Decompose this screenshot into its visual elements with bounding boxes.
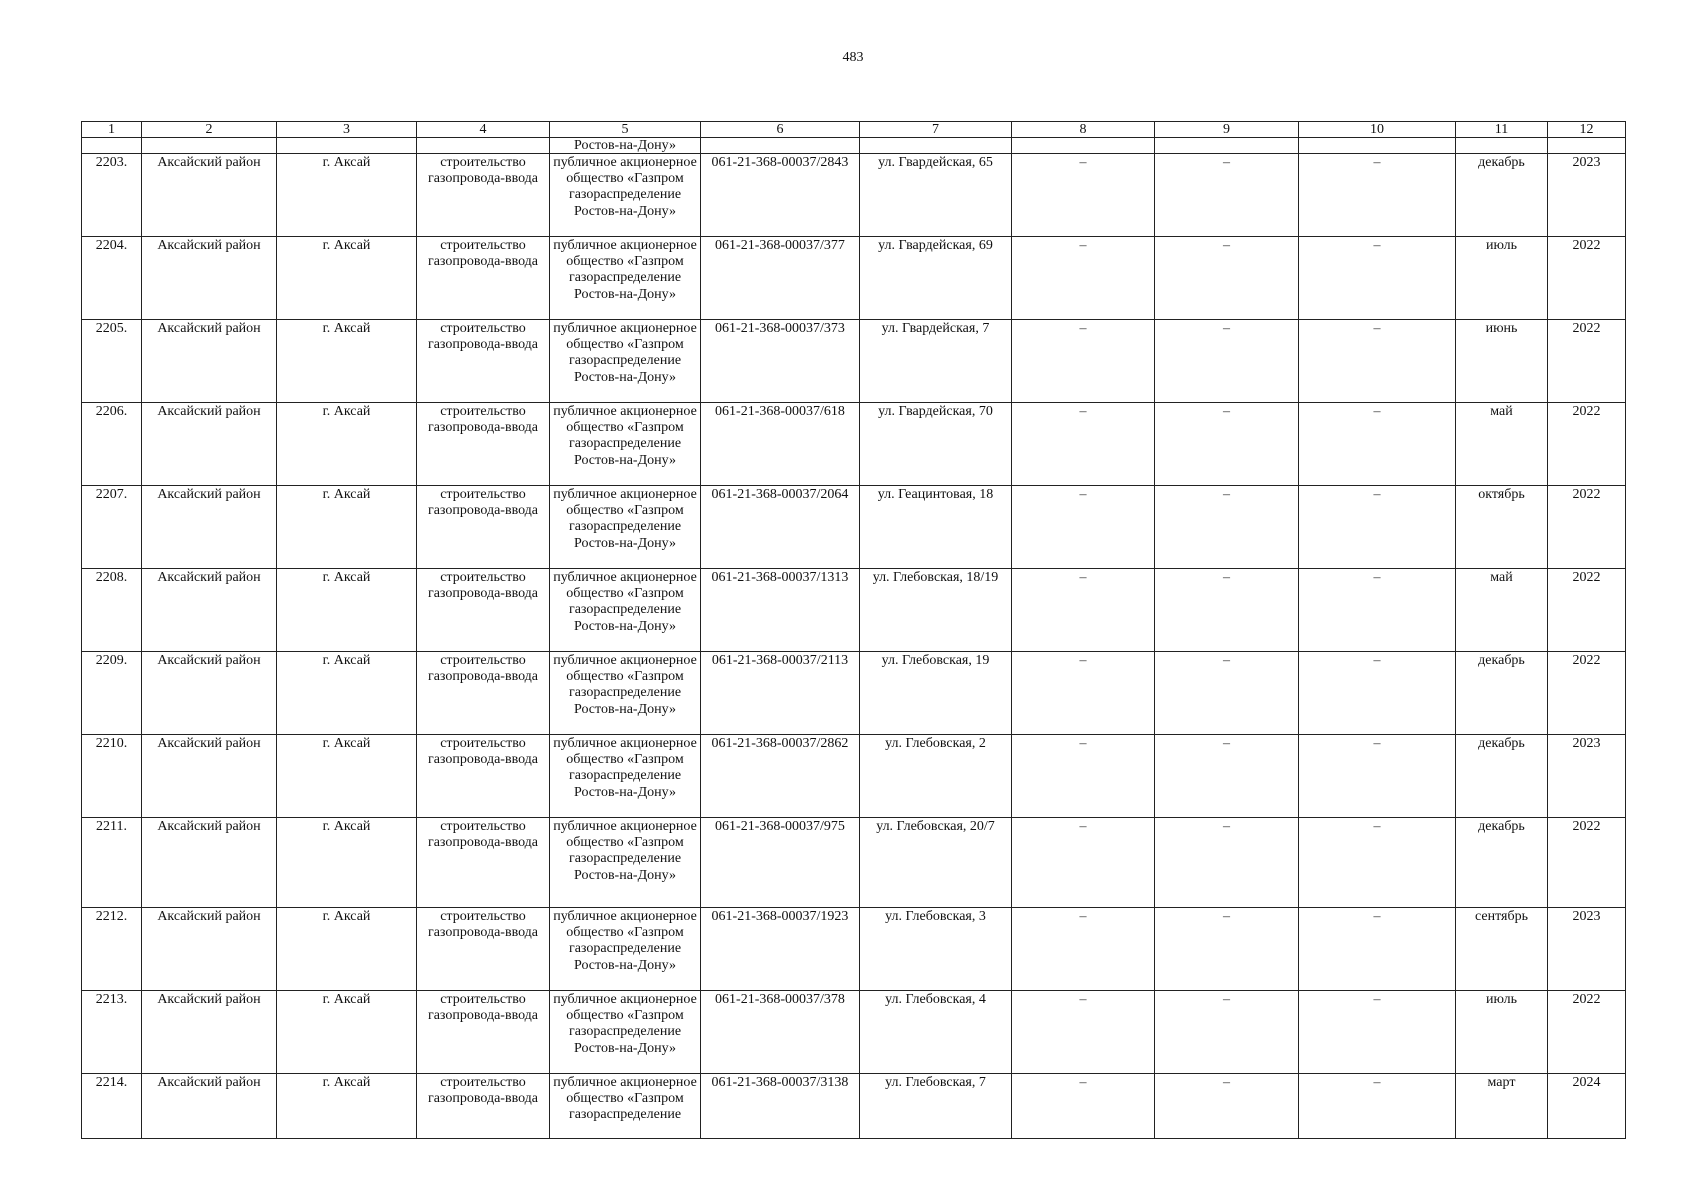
row-number: 2212.: [82, 908, 142, 991]
organization-cell: публичное акционерное общество «Газпром газораспределение Ростов-на-Дону»: [550, 237, 701, 320]
year-cell: 2022: [1548, 569, 1626, 652]
column-8-cell: –: [1012, 320, 1155, 403]
empty-cell: [417, 138, 550, 154]
address-cell: ул. Глебовская, 2: [860, 735, 1012, 818]
city-cell: г. Аксай: [277, 154, 417, 237]
column-8-cell: –: [1012, 486, 1155, 569]
year-cell: 2022: [1548, 320, 1626, 403]
work-type-cell: строительство газопровода-ввода: [417, 154, 550, 237]
registry-code-cell: 061-21-368-00037/975: [701, 818, 860, 908]
month-cell: декабрь: [1456, 154, 1548, 237]
organization-cell: публичное акционерное общество «Газпром газораспределение Ростов-на-Дону»: [550, 403, 701, 486]
column-8-cell: –: [1012, 154, 1155, 237]
empty-cell: [1456, 138, 1548, 154]
month-cell: июль: [1456, 991, 1548, 1074]
column-header: 11: [1456, 122, 1548, 138]
organization-cell: публичное акционерное общество «Газпром газораспределение Ростов-на-Дону»: [550, 652, 701, 735]
column-8-cell: –: [1012, 237, 1155, 320]
district-cell: Аксайский район: [142, 908, 277, 991]
registry-code-cell: 061-21-368-00037/3138: [701, 1074, 860, 1139]
city-cell: г. Аксай: [277, 1074, 417, 1139]
month-cell: декабрь: [1456, 652, 1548, 735]
empty-cell: [860, 138, 1012, 154]
table-row: [82, 154, 1626, 237]
organization-cell: публичное акционерное общество «Газпром газораспределение Ростов-на-Дону»: [550, 154, 701, 237]
empty-cell: [82, 138, 142, 154]
address-cell: ул. Гвардейская, 65: [860, 154, 1012, 237]
column-header: 10: [1299, 122, 1456, 138]
row-number: 2206.: [82, 403, 142, 486]
column-10-cell: –: [1299, 237, 1456, 320]
empty-cell: [1155, 138, 1299, 154]
table-row: [82, 818, 1626, 908]
district-cell: Аксайский район: [142, 652, 277, 735]
organization-cell: публичное акционерное общество «Газпром газораспределение Ростов-на-Дону»: [550, 735, 701, 818]
row-number: 2209.: [82, 652, 142, 735]
month-cell: октябрь: [1456, 486, 1548, 569]
year-cell: 2022: [1548, 237, 1626, 320]
address-cell: ул. Глебовская, 7: [860, 1074, 1012, 1139]
district-cell: Аксайский район: [142, 991, 277, 1074]
table-row: [82, 486, 1626, 569]
table-row: [82, 237, 1626, 320]
work-type-cell: строительство газопровода-ввода: [417, 652, 550, 735]
work-type-cell: строительство газопровода-ввода: [417, 486, 550, 569]
column-10-cell: –: [1299, 991, 1456, 1074]
address-cell: ул. Глебовская, 18/19: [860, 569, 1012, 652]
registry-code-cell: 061-21-368-00037/2843: [701, 154, 860, 237]
column-9-cell: –: [1155, 237, 1299, 320]
column-8-cell: –: [1012, 991, 1155, 1074]
column-10-cell: –: [1299, 320, 1456, 403]
city-cell: г. Аксай: [277, 237, 417, 320]
table-row: [82, 569, 1626, 652]
work-type-cell: строительство газопровода-ввода: [417, 735, 550, 818]
row-number: 2211.: [82, 818, 142, 908]
organization-cell: публичное акционерное общество «Газпром газораспределение: [550, 1074, 701, 1139]
table-row: [82, 652, 1626, 735]
table-row: [82, 1074, 1626, 1139]
district-cell: Аксайский район: [142, 403, 277, 486]
column-8-cell: –: [1012, 818, 1155, 908]
column-header: 2: [142, 122, 277, 138]
month-cell: март: [1456, 1074, 1548, 1139]
address-cell: ул. Глебовская, 3: [860, 908, 1012, 991]
organization-cell: публичное акционерное общество «Газпром газораспределение Ростов-на-Дону»: [550, 486, 701, 569]
month-cell: июнь: [1456, 320, 1548, 403]
year-cell: 2022: [1548, 486, 1626, 569]
organization-cell: публичное акционерное общество «Газпром газораспределение Ростов-на-Дону»: [550, 908, 701, 991]
registry-code-cell: 061-21-368-00037/378: [701, 991, 860, 1074]
address-cell: ул. Гвардейская, 7: [860, 320, 1012, 403]
row-number: 2214.: [82, 1074, 142, 1139]
table-row: [82, 320, 1626, 403]
row-number: 2204.: [82, 237, 142, 320]
city-cell: г. Аксай: [277, 320, 417, 403]
column-10-cell: –: [1299, 908, 1456, 991]
column-header: 1: [82, 122, 142, 138]
year-cell: 2022: [1548, 818, 1626, 908]
column-9-cell: –: [1155, 735, 1299, 818]
column-9-cell: –: [1155, 320, 1299, 403]
work-type-cell: строительство газопровода-ввода: [417, 991, 550, 1074]
column-10-cell: –: [1299, 486, 1456, 569]
column-10-cell: –: [1299, 403, 1456, 486]
month-cell: май: [1456, 403, 1548, 486]
address-cell: ул. Глебовская, 20/7: [860, 818, 1012, 908]
registry-code-cell: 061-21-368-00037/373: [701, 320, 860, 403]
organization-cell: публичное акционерное общество «Газпром газораспределение Ростов-на-Дону»: [550, 991, 701, 1074]
column-header: 6: [701, 122, 860, 138]
month-cell: декабрь: [1456, 735, 1548, 818]
city-cell: г. Аксай: [277, 818, 417, 908]
work-type-cell: строительство газопровода-ввода: [417, 320, 550, 403]
year-cell: 2024: [1548, 1074, 1626, 1139]
registry-code-cell: 061-21-368-00037/2113: [701, 652, 860, 735]
district-cell: Аксайский район: [142, 237, 277, 320]
work-type-cell: строительство газопровода-ввода: [417, 1074, 550, 1139]
column-header: 5: [550, 122, 701, 138]
table-row: [82, 991, 1626, 1074]
address-cell: ул. Гвардейская, 69: [860, 237, 1012, 320]
column-9-cell: –: [1155, 818, 1299, 908]
row-number: 2213.: [82, 991, 142, 1074]
table-row: [82, 735, 1626, 818]
column-10-cell: –: [1299, 154, 1456, 237]
row-number: 2208.: [82, 569, 142, 652]
column-10-cell: –: [1299, 569, 1456, 652]
page-number: 483: [842, 50, 864, 65]
column-9-cell: –: [1155, 652, 1299, 735]
column-9-cell: –: [1155, 569, 1299, 652]
column-8-cell: –: [1012, 569, 1155, 652]
month-cell: декабрь: [1456, 818, 1548, 908]
column-header: 12: [1548, 122, 1626, 138]
table-row: [82, 908, 1626, 991]
year-cell: 2023: [1548, 154, 1626, 237]
continuation-text: Ростов-на-Дону»: [550, 138, 701, 154]
column-9-cell: –: [1155, 991, 1299, 1074]
row-number: 2210.: [82, 735, 142, 818]
month-cell: май: [1456, 569, 1548, 652]
district-cell: Аксайский район: [142, 1074, 277, 1139]
column-8-cell: –: [1012, 652, 1155, 735]
row-number: 2205.: [82, 320, 142, 403]
year-cell: 2023: [1548, 735, 1626, 818]
district-cell: Аксайский район: [142, 320, 277, 403]
city-cell: г. Аксай: [277, 403, 417, 486]
district-cell: Аксайский район: [142, 569, 277, 652]
empty-cell: [142, 138, 277, 154]
city-cell: г. Аксай: [277, 908, 417, 991]
column-number-row: [82, 122, 1626, 138]
column-8-cell: –: [1012, 908, 1155, 991]
column-9-cell: –: [1155, 908, 1299, 991]
registry-code-cell: 061-21-368-00037/377: [701, 237, 860, 320]
district-cell: Аксайский район: [142, 735, 277, 818]
work-type-cell: строительство газопровода-ввода: [417, 908, 550, 991]
row-number: 2207.: [82, 486, 142, 569]
continuation-row: [82, 138, 1626, 154]
city-cell: г. Аксай: [277, 735, 417, 818]
year-cell: 2023: [1548, 908, 1626, 991]
address-cell: ул. Гвардейская, 70: [860, 403, 1012, 486]
column-9-cell: –: [1155, 403, 1299, 486]
column-10-cell: –: [1299, 818, 1456, 908]
work-type-cell: строительство газопровода-ввода: [417, 403, 550, 486]
registry-code-cell: 061-21-368-00037/2862: [701, 735, 860, 818]
year-cell: 2022: [1548, 403, 1626, 486]
registry-code-cell: 061-21-368-00037/1313: [701, 569, 860, 652]
empty-cell: [277, 138, 417, 154]
column-header: 9: [1155, 122, 1299, 138]
empty-cell: [701, 138, 860, 154]
address-cell: ул. Глебовская, 19: [860, 652, 1012, 735]
column-10-cell: –: [1299, 735, 1456, 818]
column-10-cell: –: [1299, 652, 1456, 735]
work-type-cell: строительство газопровода-ввода: [417, 818, 550, 908]
column-header: 8: [1012, 122, 1155, 138]
column-header: 4: [417, 122, 550, 138]
column-8-cell: –: [1012, 735, 1155, 818]
city-cell: г. Аксай: [277, 652, 417, 735]
column-10-cell: –: [1299, 1074, 1456, 1139]
column-9-cell: –: [1155, 1074, 1299, 1139]
column-9-cell: –: [1155, 154, 1299, 237]
empty-cell: [1299, 138, 1456, 154]
city-cell: г. Аксай: [277, 569, 417, 652]
year-cell: 2022: [1548, 991, 1626, 1074]
district-cell: Аксайский район: [142, 486, 277, 569]
address-cell: ул. Глебовская, 4: [860, 991, 1012, 1074]
row-number: 2203.: [82, 154, 142, 237]
address-cell: ул. Геацинтовая, 18: [860, 486, 1012, 569]
district-cell: Аксайский район: [142, 154, 277, 237]
empty-cell: [1012, 138, 1155, 154]
city-cell: г. Аксай: [277, 486, 417, 569]
organization-cell: публичное акционерное общество «Газпром газораспределение Ростов-на-Дону»: [550, 569, 701, 652]
organization-cell: публичное акционерное общество «Газпром газораспределение Ростов-на-Дону»: [550, 818, 701, 908]
work-type-cell: строительство газопровода-ввода: [417, 237, 550, 320]
column-8-cell: –: [1012, 1074, 1155, 1139]
registry-code-cell: 061-21-368-00037/618: [701, 403, 860, 486]
column-8-cell: –: [1012, 403, 1155, 486]
district-cell: Аксайский район: [142, 818, 277, 908]
month-cell: сентябрь: [1456, 908, 1548, 991]
city-cell: г. Аксай: [277, 991, 417, 1074]
month-cell: июль: [1456, 237, 1548, 320]
table-row: [82, 403, 1626, 486]
column-9-cell: –: [1155, 486, 1299, 569]
year-cell: 2022: [1548, 652, 1626, 735]
registry-code-cell: 061-21-368-00037/1923: [701, 908, 860, 991]
column-header: 3: [277, 122, 417, 138]
registry-code-cell: 061-21-368-00037/2064: [701, 486, 860, 569]
column-header: 7: [860, 122, 1012, 138]
empty-cell: [1548, 138, 1626, 154]
organization-cell: публичное акционерное общество «Газпром газораспределение Ростов-на-Дону»: [550, 320, 701, 403]
registry-table: [81, 121, 1626, 1139]
work-type-cell: строительство газопровода-ввода: [417, 569, 550, 652]
